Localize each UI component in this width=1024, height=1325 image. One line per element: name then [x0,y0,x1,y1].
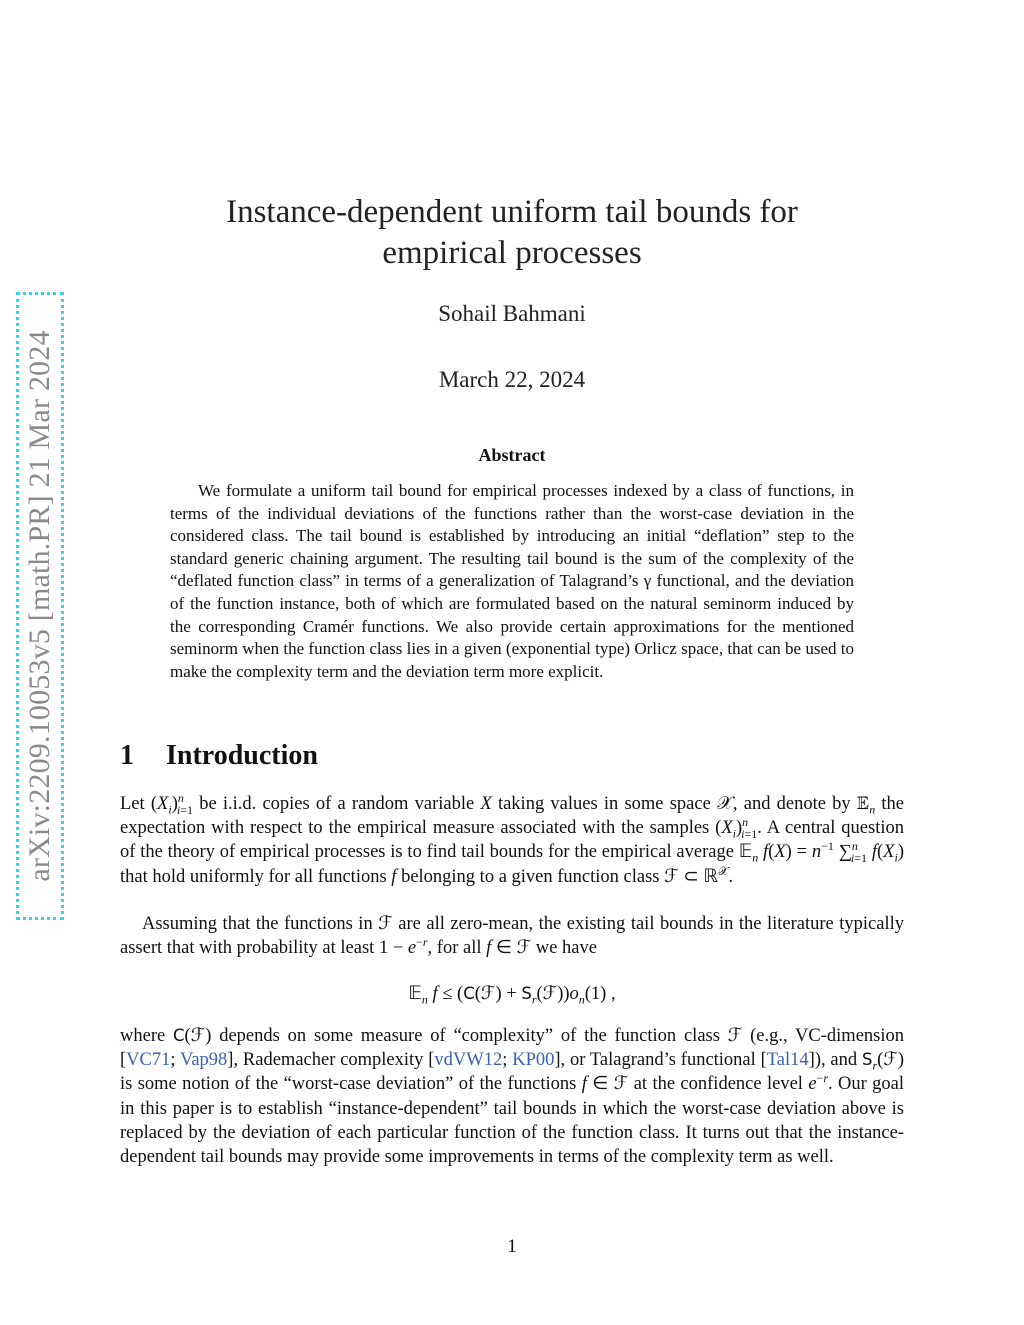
citation-link[interactable]: Vap98 [180,1050,228,1071]
title-line-1: Instance-dependent uniform tail bounds for [226,194,798,230]
intro-paragraph-2: Assuming that the functions in ℱ are all zero-mean, the existing tail bounds in the literature typically assert that with probability at least $1 - e^{-r}$, for all f ∈ ℱ we have [120,914,904,959]
author: Sohail Bahmani [438,301,586,326]
citation-link[interactable]: VC71 [126,1050,171,1071]
section-title: Introduction [166,740,318,771]
abstract-text: We formulate a uniform tail bound for empirical processes indexed by a class of functions, in terms of the individual deviations of the functions rather than the worst-case deviation in the considered class. The tail bound is established by introducing an initial “deflation” step to the standard generic chaining argument. The resulting tail bound is the sum of the complexity of the “deflated function class” in terms of a generalization of Talagrand’s γ functional, and the deviation of the function instance, both of which are formulated based on the natural seminorm induced by the corresponding Cramér functions. We also provide certain approximations for the mentioned seminorm when the function class lies in a given (exponential type) Orlicz space, that can be used to make the complexity term and the deviation term more explicit. [170,481,854,681]
citation-link[interactable]: vdVW12 [434,1050,503,1071]
intro-paragraph-1: Let $(X_i)^n_{i=1}$ be i.i.d. copies of a random variable X taking values in some space 𝒳, and denote by 𝔼$_n$ the expectation with respect to the empirical measure associated with the samples $(X_i)^n_{i=1}$. A central question of the theory of empirical processes is to find tail bounds for the empirical average 𝔼$_n$ $f(X) = n^{-1}$ ∑$^n_{i=1}$ $f(X_i)$ that hold uniformly for all functions f belonging to a given function class ℱ ⊂ ℝ$^𝒳$. [120,790,905,887]
page-number: 1 [507,1236,517,1257]
section-number: 1 [120,740,134,771]
paper-title [150,192,874,274]
citation-link[interactable]: Tal14 [766,1050,809,1071]
display-equation: 𝔼$_n$ f ≤ (C(ℱ) + $S_r(ℱ))o_n(1)$ , [408,984,616,1007]
arxiv-identifier: arXiv:2209.10053v5 [math.PR] 21 Mar 2024 [23,330,56,882]
title-line-2: empirical processes [382,235,642,271]
intro-paragraph-3: where C(ℱ) depends on some measure of “complexity” of the function class ℱ (e.g., VC-dimension [VC71; Vap98], Rademacher complexity [vdVW12; KP00], or Talagrand’s functional [Tal14]), and $S_r(ℱ)$ is some notion of the “worst-case deviation” of the functions f ∈ ℱ at the confidence level $e^{-r}$. Our goal in this paper is to establish “instance-dependent” tail bounds in which the worst-case deviation above is replaced by the deviation of each particular function of the function class. It turns out that the instance-dependent tail bounds may provide some improvements in terms of the complexity term as well. [120,1026,905,1168]
citation-link[interactable]: KP00 [512,1050,555,1071]
date: March 22, 2024 [438,367,586,392]
abstract-heading: Abstract [478,445,546,465]
section-heading [120,740,318,772]
